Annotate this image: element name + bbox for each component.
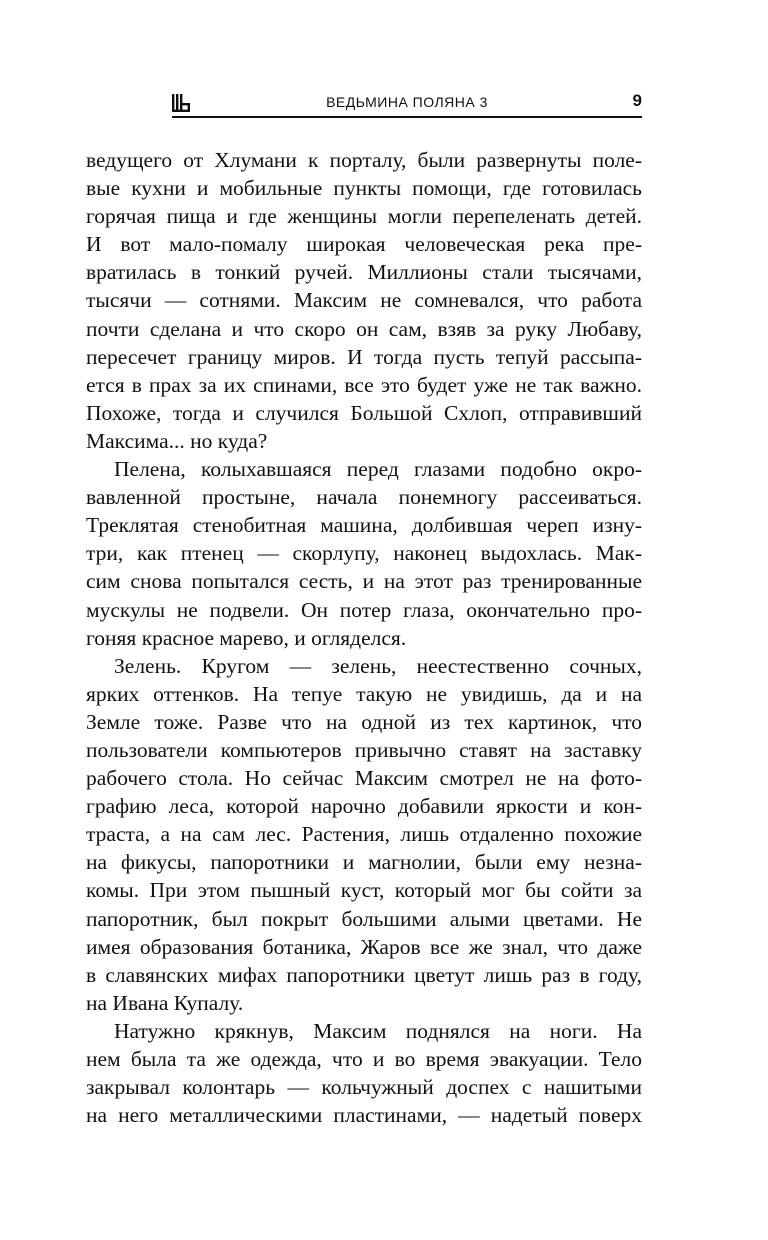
text-line: Максима... но куда? [86,428,268,453]
text-line: в славянских мифах папоротники цветут лишь раз в году, [86,962,642,987]
paragraph [86,1017,642,1129]
page-header [172,90,642,118]
paragraph [86,652,642,1017]
text-line: почти сделана и что скоро он сам, взяв за руку Любаву, [86,316,642,341]
text-line: сим снова попытался сесть, и на этот раз тренированные [86,569,642,594]
text-line: мускулы не подвели. Он потер глаза, окончательно про- [86,597,642,622]
text-line: гоняя красное марево, и огляделся. [86,625,407,650]
paragraph [86,455,642,652]
text-line: горячая пища и где женщины могли перепеленать детей. [86,204,642,229]
text-line: графию леса, которой нарочно добавили яркости и кон- [86,794,642,819]
text-line: имея образования ботаника, Жаров все же знал, что даже [86,934,642,959]
text-line: ется в прах за их спинами, все это будет уже не так важно. [86,372,642,397]
body-text [86,146,642,1129]
text-line: тысячи — сотнями. Максим не сомневался, что работа [86,288,642,313]
text-line: Треклятая стенобитная машина, долбившая череп изну- [86,513,642,538]
text-line: вавленной простыне, начала понемногу рассеиваться. [86,485,642,510]
text-line: вые кухни и мобильные пункты помощи, где готовилась [86,176,642,201]
text-line: ведущего от Хлумани к порталу, были развернуты поле- [86,148,642,172]
text-line: И вот мало-помалу широкая человеческая река пре- [86,232,642,257]
text-line: Земле тоже. Разве что на одной из тех картинок, что [86,709,642,734]
text-line: нем была та же одежда, что и во время эвакуации. Тело [86,1047,642,1071]
text-line: на фикусы, папоротники и магнолии, были ему незна- [86,850,642,875]
text-line: три, как птенец — скорлупу, наконец выдохлась. Мак- [86,541,642,566]
header-rule [172,116,642,118]
text-line: закрывал колонтарь — кольчужный доспех с нашитыми [86,1075,642,1100]
text-line: траста, а на сам лес. Растения, лишь отдаленно похожие [86,822,642,847]
running-title: ВЕДЬМИНА ПОЛЯНА 3 [326,94,488,110]
paragraph [86,146,642,455]
text-line: папоротник, был покрыт большими алыми цветами. Не [86,906,642,931]
text-line: рабочего стола. Но сейчас Максим смотрел не на фото- [86,766,642,791]
text-line: ярких оттенков. На тепуе такую не увидишь, да и на [86,681,642,706]
text-line: на него металлическими пластинами, — надетый поверх [86,1103,642,1128]
page-number: 9 [632,91,642,110]
text-line: пользователи компьютеров привычно ставят на заставку [86,737,642,762]
text-line: Похоже, тогда и случился Большой Схлоп, отправивший [86,400,642,425]
text-line: Зелень. Кругом — зелень, неестественно сочных, [114,653,642,678]
text-line: вратилась в тонкий ручей. Миллионы стали тысячами, [86,260,642,285]
text-line: Натужно крякнув, Максим поднялся на ноги. На [114,1018,642,1043]
text-line: Пелена, колыхавшаяся перед глазами подобно окро- [114,457,642,482]
text-line: на Ивана Купалу. [86,990,244,1015]
text-line: комы. При этом пышный куст, который мог бы сойти за [86,878,642,903]
text-line: пересечет границу миров. И тогда пусть тепуй рассыпа- [86,344,642,369]
